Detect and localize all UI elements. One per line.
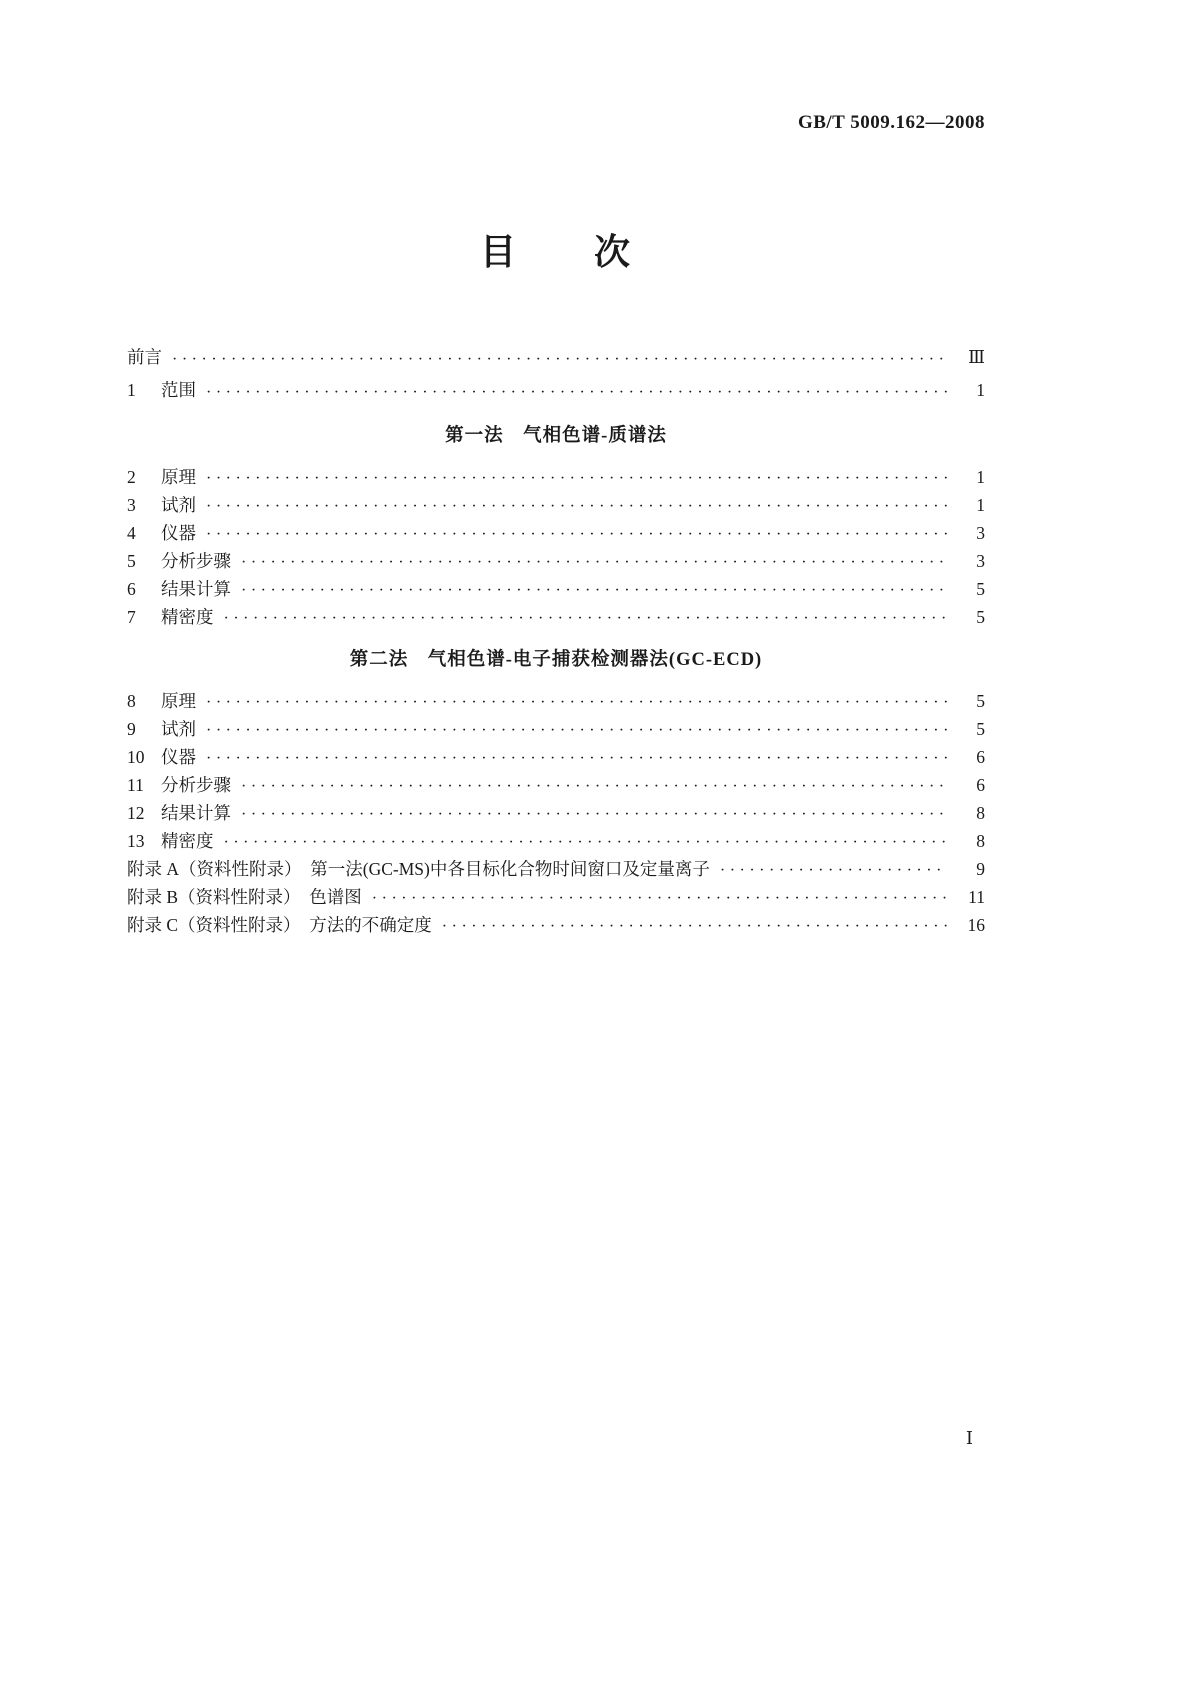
dotted-leader xyxy=(206,491,947,519)
toc-entry xyxy=(127,827,985,855)
toc-entry-page: 5 xyxy=(976,607,985,627)
toc-entry-label: 前言 xyxy=(127,347,162,367)
toc-entry-number: 7 xyxy=(127,607,136,627)
toc-entry xyxy=(127,687,985,715)
toc-title: 目 次 xyxy=(479,232,632,272)
dotted-leader xyxy=(206,463,947,491)
toc-entry-number: 5 xyxy=(127,551,136,571)
toc-entry-number: 2 xyxy=(127,467,136,487)
dotted-leader xyxy=(241,547,947,575)
dotted-leader xyxy=(224,827,948,855)
toc-entry xyxy=(127,491,985,519)
toc-entry xyxy=(127,771,985,799)
toc-entry-page: 9 xyxy=(976,859,985,879)
dotted-leader xyxy=(720,855,947,883)
toc-entry-label: 试剂 xyxy=(161,495,196,515)
toc-entry-label: 分析步骤 xyxy=(161,775,231,795)
toc-section-heading: 第二法 气相色谱-电子捕获检测器法(GC-ECD) xyxy=(349,650,763,670)
dotted-leader xyxy=(241,799,947,827)
dotted-leader xyxy=(206,687,947,715)
toc-entry-page: 8 xyxy=(976,831,985,851)
toc-entry-label: 结果计算 xyxy=(161,803,231,823)
page-number: Ⅰ xyxy=(965,1428,973,1448)
toc-entry xyxy=(127,547,985,575)
toc-entry-number: 12 xyxy=(127,803,145,823)
toc-entry-label: 原理 xyxy=(161,691,196,711)
toc-entry-number: 4 xyxy=(127,523,136,543)
toc-entry-label: 附录 B（资料性附录） 色谱图 xyxy=(127,887,362,907)
toc-entry xyxy=(127,715,985,743)
dotted-leader xyxy=(206,377,947,405)
doc-number: GB/T 5009.162—2008 xyxy=(797,112,985,133)
toc-entry xyxy=(127,575,985,603)
dotted-leader xyxy=(172,344,947,372)
toc-entry-page: 3 xyxy=(976,551,985,571)
toc-entry-label: 试剂 xyxy=(161,719,196,739)
toc-entry xyxy=(127,911,985,939)
toc-entry-page: 8 xyxy=(976,803,985,823)
toc-entry-number: 11 xyxy=(127,775,144,795)
toc-section-heading: 第一法 气相色谱-质谱法 xyxy=(445,426,667,446)
toc-entry xyxy=(127,463,985,491)
toc-entry xyxy=(127,341,985,374)
toc-entry-page: 11 xyxy=(968,887,985,907)
toc-entry xyxy=(127,374,985,407)
toc-entry-label: 附录 C（资料性附录） 方法的不确定度 xyxy=(127,915,432,935)
toc-entry-label: 分析步骤 xyxy=(161,551,231,571)
toc-entry-page: Ⅲ xyxy=(968,347,985,367)
dotted-leader xyxy=(442,911,947,939)
toc-entry xyxy=(127,855,985,883)
toc-entry-label: 原理 xyxy=(161,467,196,487)
toc-entry-page: 5 xyxy=(976,579,985,599)
toc-entry-number: 1 xyxy=(127,380,136,400)
toc-entry-page: 5 xyxy=(976,719,985,739)
toc-entry-page: 1 xyxy=(976,467,985,487)
toc-list xyxy=(127,341,985,939)
toc-entry xyxy=(127,799,985,827)
toc-entry-label: 范围 xyxy=(161,380,196,400)
toc-entry-number: 13 xyxy=(127,831,145,851)
toc-entry-label: 精密度 xyxy=(161,831,214,851)
toc-entry-page: 5 xyxy=(976,691,985,711)
dotted-leader xyxy=(206,519,947,547)
toc-entry-label: 精密度 xyxy=(161,607,214,627)
toc-entry-label: 附录 A（资料性附录） 第一法(GC-MS)中各目标化合物时间窗口及定量离子 xyxy=(127,859,710,879)
toc-entry xyxy=(127,743,985,771)
dotted-leader xyxy=(224,603,948,631)
toc-entry-label: 仪器 xyxy=(161,747,196,767)
dotted-leader xyxy=(206,743,947,771)
toc-entry-number: 3 xyxy=(127,495,136,515)
toc-entry-number: 8 xyxy=(127,691,136,711)
toc-entry xyxy=(127,883,985,911)
toc-entry-page: 1 xyxy=(976,380,985,400)
dotted-leader xyxy=(241,575,947,603)
dotted-leader xyxy=(372,883,947,911)
toc-entry-number: 9 xyxy=(127,719,136,739)
toc-entry-number: 6 xyxy=(127,579,136,599)
toc-entry-label: 结果计算 xyxy=(161,579,231,599)
toc-entry-label: 仪器 xyxy=(161,523,196,543)
toc-entry-page: 1 xyxy=(976,495,985,515)
dotted-leader xyxy=(241,771,947,799)
toc-entry-number: 10 xyxy=(127,747,145,767)
toc-entry-page: 16 xyxy=(967,915,985,935)
dotted-leader xyxy=(206,715,947,743)
toc-entry xyxy=(127,603,985,631)
toc-entry-page: 3 xyxy=(976,523,985,543)
page-content xyxy=(127,0,985,939)
toc-entry xyxy=(127,519,985,547)
toc-entry-page: 6 xyxy=(976,747,985,767)
toc-entry-page: 6 xyxy=(976,775,985,795)
